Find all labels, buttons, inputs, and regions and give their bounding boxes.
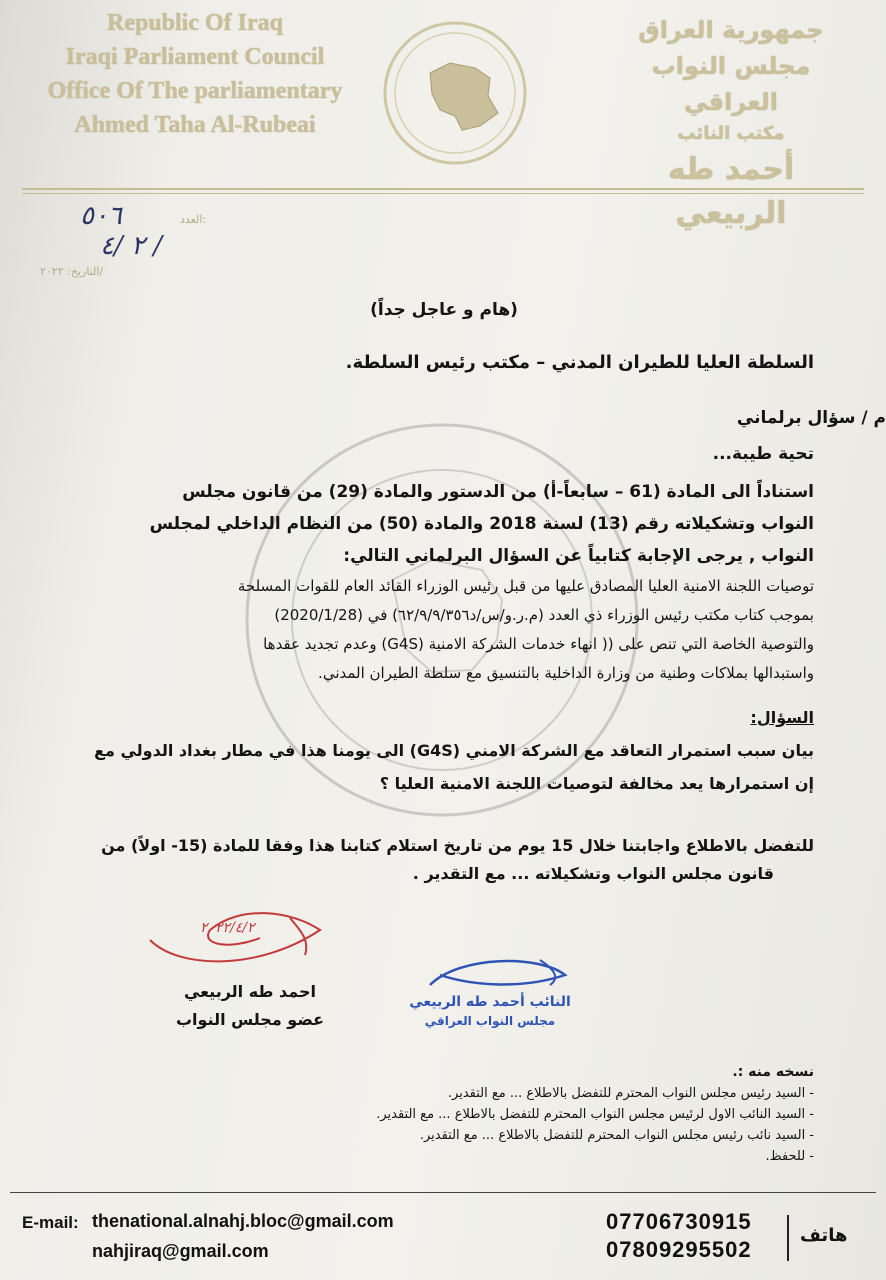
letterhead-line: Office Of The parliamentary	[47, 78, 343, 104]
body-line: واستبدالها بملاكات وطنية من وزارة الداخلية بالتنسيق مع سلطة الطيران المدني.	[318, 664, 814, 682]
intro-paragraph	[74, 476, 814, 572]
stamp-line: مجلس النواب العراقي	[424, 1014, 556, 1028]
body-line: بموجب كتاب مكتب رئيس الوزراء ذي العدد (م.ر.و/س/د٦٢/٩/٩/٣٥٦) في (2020/1/28)	[274, 606, 814, 624]
intro-line: النواب وتشكيلاته رقم (13) لسنة 2018 والمادة (50) من النظام الداخلي لمجلس	[149, 514, 814, 534]
handwritten-date: ٢٠٢٢/٤/٢	[200, 920, 255, 936]
copies-list	[74, 1083, 814, 1167]
closing-paragraph	[74, 832, 814, 888]
copies-heading: نسخه منه :.	[732, 1064, 814, 1080]
letterhead-line: مجلس النواب العراقي	[651, 52, 811, 116]
reference-number-label: العدد:	[180, 213, 207, 226]
letterhead-line: Iraqi Parliament Council	[65, 44, 325, 70]
stamp-line: النائب أحمد طه الربيعي	[409, 994, 571, 1010]
greeting: تحية طيبة...	[712, 444, 814, 464]
copies-item: - السيد نائب رئيس مجلس النواب المحترم للتفضل بالاطلاع ... مع التقدير.	[419, 1128, 814, 1143]
recipient: السلطة العليا للطيران المدني – مكتب رئيس السلطة.	[345, 352, 814, 373]
urgency-note: (هام و عاجل جداً)	[370, 300, 518, 320]
footer-divider	[10, 1192, 876, 1193]
letterhead-line: مكتب النائب	[677, 123, 785, 144]
email-link[interactable]: thenational.alnahj.bloc@gmail.com	[92, 1211, 394, 1231]
email-label: E-mail:	[22, 1213, 79, 1232]
intro-line: استناداً الى المادة (61 – سابعاً-أ) من الدستور والمادة (29) من قانون مجلس	[182, 482, 814, 502]
letterhead-line: جمهورية العراق	[638, 16, 824, 44]
footer	[0, 1195, 886, 1280]
closing-line: قانون مجلس النواب وتشكيلاته ... مع التقدير .	[412, 864, 774, 883]
header-divider	[22, 193, 864, 194]
intro-line: النواب , يرجى الإجابة كتابياً عن السؤال البرلماني التالي:	[343, 546, 814, 566]
question-line: إن استمرارها يعد مخالفة لتوصيات اللجنة الامنية العليا ؟	[379, 774, 814, 793]
footer-separator	[787, 1215, 789, 1261]
header-divider	[22, 188, 864, 190]
letterhead-line: Republic Of Iraq	[106, 10, 283, 36]
letterhead-english	[30, 6, 360, 142]
closing-line: للتفضل بالاطلاع واجابتنا خلال 15 يوم من تاريخ استلام كتابنا هذا وفقا للمادة (15- اولاً) من	[101, 836, 814, 855]
official-stamp	[395, 992, 585, 1030]
reference-date: ٢ /٤ /	[100, 231, 162, 261]
handwritten-signature	[140, 900, 340, 980]
signer-title: عضو مجلس النواب	[175, 1010, 325, 1029]
question-heading: السؤال:	[750, 708, 814, 727]
copies-item: - للحفظ.	[765, 1149, 814, 1164]
email-link[interactable]: nahjiraq@gmail.com	[92, 1241, 269, 1261]
copies-item: - السيد رئيس مجلس النواب المحترم للتفضل بالاطلاع ... مع التقدير.	[447, 1086, 814, 1101]
letterhead-arabic	[616, 12, 846, 236]
letterhead-line: أحمد طه الربيعي	[667, 152, 795, 231]
reference-date-label: التاريخ: ٢٠٢٢/	[40, 265, 104, 278]
copies-item: - السيد النائب الاول لرئيس مجلس النواب المحترم للتفضل بالاطلاع ... مع التقدير.	[376, 1107, 814, 1122]
phone-number[interactable]: 07809295502	[606, 1237, 752, 1262]
signer-name: احمد طه الربيعي	[183, 982, 317, 1001]
signer-block	[160, 978, 340, 1034]
reference-block	[40, 201, 300, 278]
iraq-emblem-icon	[380, 18, 530, 168]
question-line: بيان سبب استمرار التعاقد مع الشركة الامني (G4S) الى يومنا هذا في مطار بغداد الدولي مع	[94, 741, 814, 760]
letterhead-line: Ahmed Taha Al-Rubeai	[74, 112, 316, 138]
body-paragraph	[74, 572, 814, 688]
phone-label: هاتف	[800, 1225, 848, 1246]
body-line: والتوصية الخاصة التي تنص على (( انهاء خدمات الشركة الامنية (G4S) وعدم تجديد عقدها	[263, 635, 814, 653]
question-paragraph	[74, 734, 814, 800]
subject: م / سؤال برلماني	[736, 408, 886, 428]
phone-number[interactable]: 07706730915	[606, 1209, 752, 1234]
body-line: توصيات اللجنة الامنية العليا المصادق عليها من قبل رئيس الوزراء القائد العام للقوات المسلحة	[237, 577, 814, 595]
reference-number: ٥٠٦	[80, 201, 122, 231]
